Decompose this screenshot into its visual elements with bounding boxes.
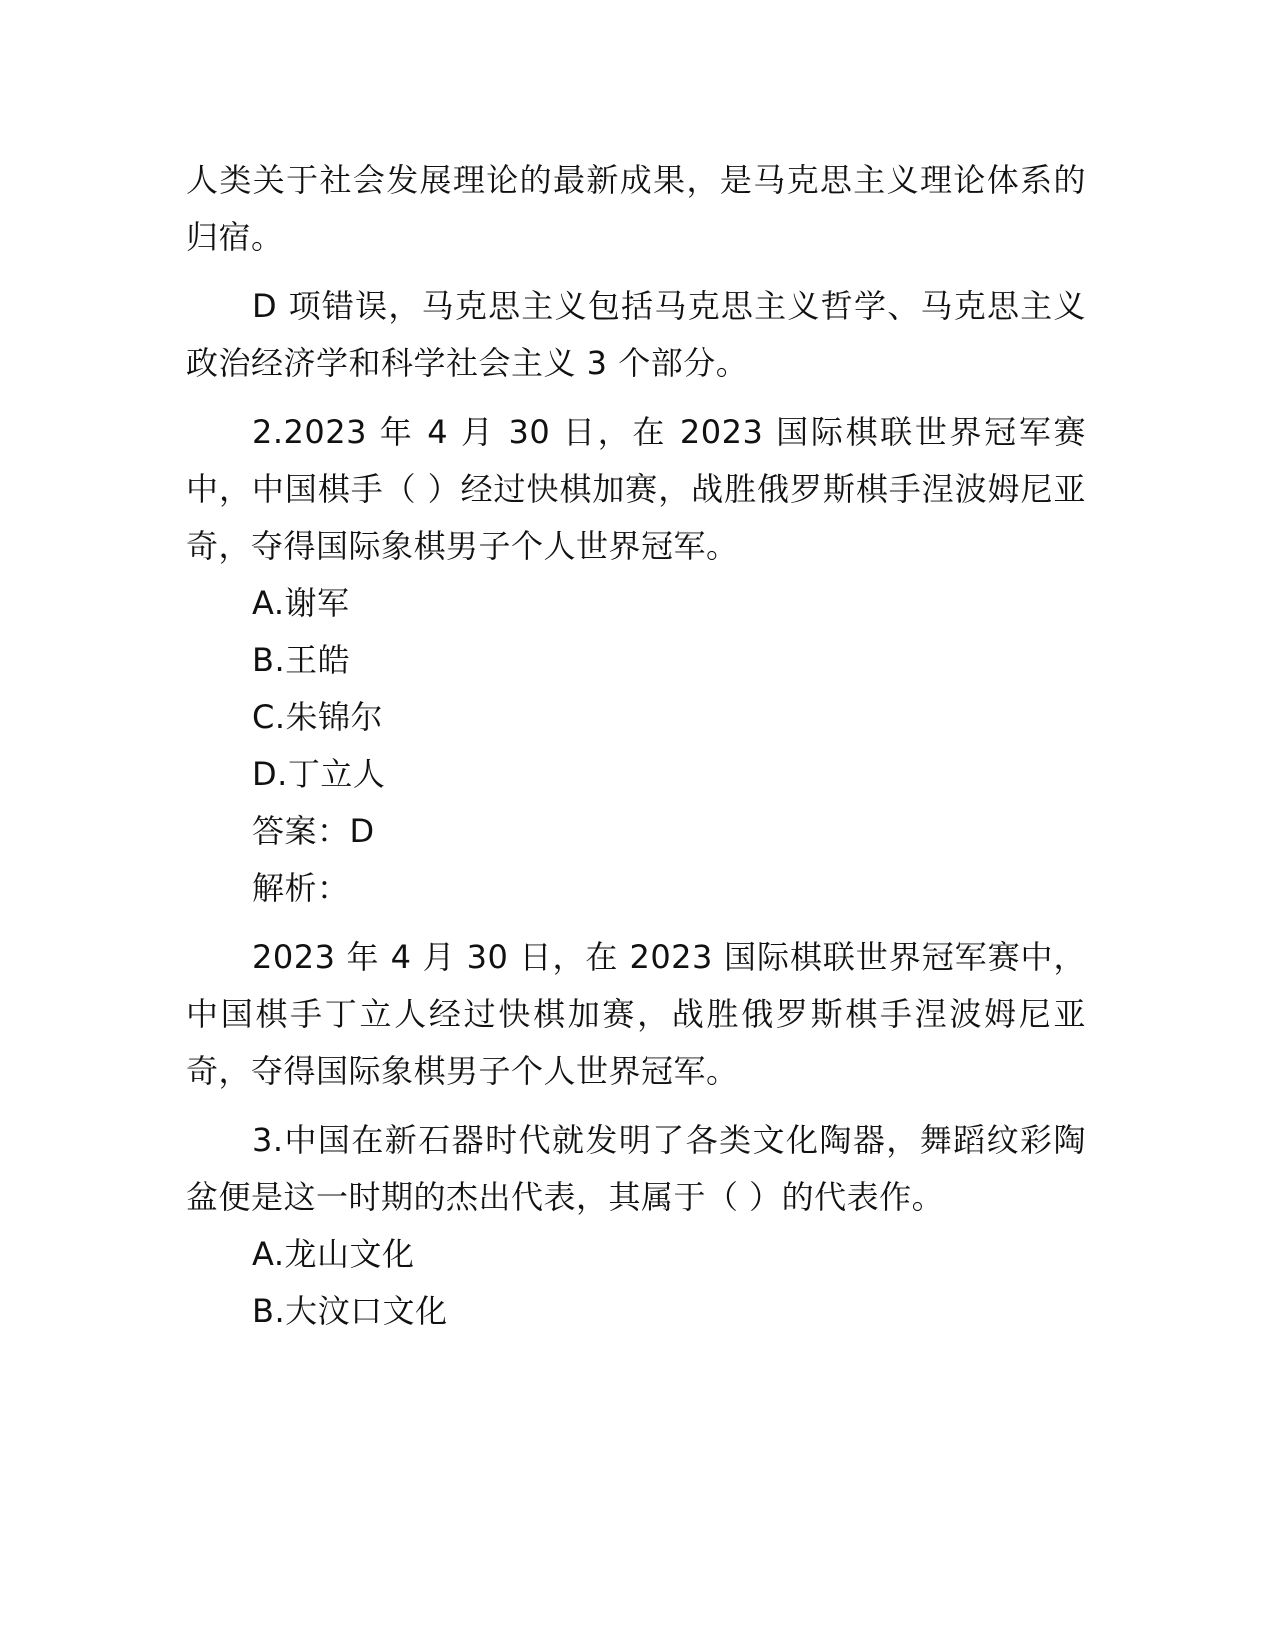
q2-option-b: B.王皓 [252, 641, 351, 679]
paragraph-option-d-explanation: D 项错误，马克思主义包括马克思主义哲学、马克思主义政治经济学和科学社会主义 3 个部分。 [186, 287, 1086, 382]
q2-analysis-text: 2023 年 4 月 30 日，在 2023 国际棋联世界冠军赛中，中国棋手丁立人经过快棋加赛，战胜俄罗斯棋手涅波姆尼亚奇，夺得国际象棋男子个人世界冠军。 [186, 938, 1086, 1090]
q2-option-d: D.丁立人 [252, 755, 386, 793]
q2-option-a: A.谢军 [252, 584, 350, 622]
q2-option-c: C.朱锦尔 [252, 698, 384, 736]
question-2: 2.2023 年 4 月 30 日，在 2023 国际棋联世界冠军赛中，中国棋手（ ）经过快棋加赛，战胜俄罗斯棋手涅波姆尼亚奇，夺得国际象棋男子个人世界冠军。 [186, 413, 1086, 565]
q2-analysis-label: 解析： [252, 869, 350, 907]
q3-option-a: A.龙山文化 [252, 1235, 415, 1273]
q3-option-b: B.大汶口文化 [252, 1292, 448, 1330]
document-page [186, 152, 1086, 1340]
paragraph-conclusion: 人类关于社会发展理论的最新成果，是马克思主义理论体系的归宿。 [186, 161, 1086, 256]
question-3: 3.中国在新石器时代就发明了各类文化陶器，舞蹈纹彩陶盆便是这一时期的杰出代表，其属于（ ）的代表作。 [186, 1121, 1086, 1216]
q2-answer: 答案：D [252, 812, 375, 850]
